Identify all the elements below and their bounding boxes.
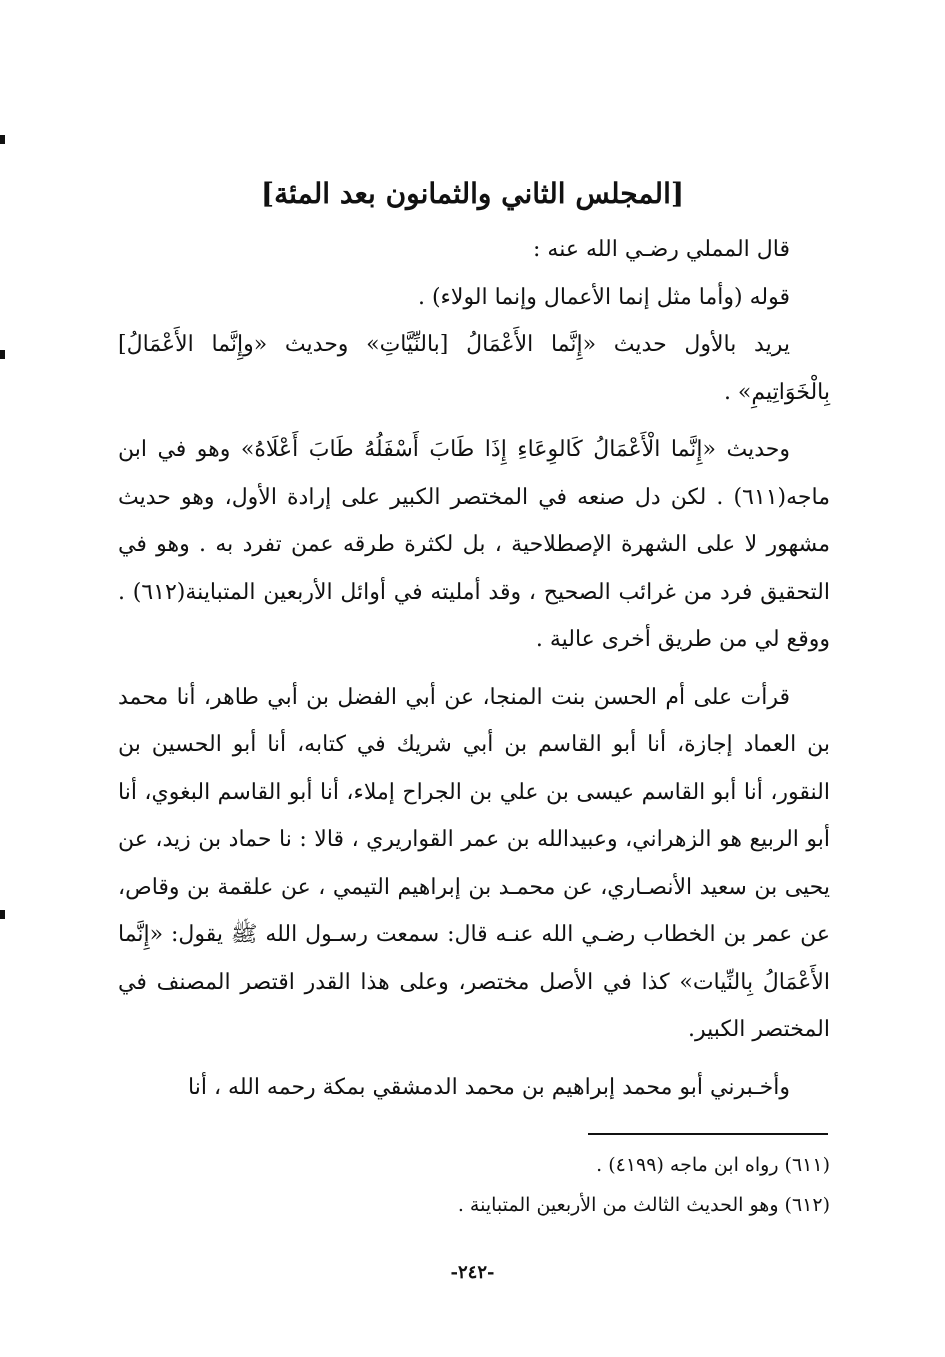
section-title: [المجلس الثاني والثمانون بعد المئة]: [260, 177, 685, 210]
body-text: [118, 226, 830, 1111]
paragraph: وحديث «إِنَّما الْأَعْمَالُ كَالوِعَاءِ إِذَا طَابَ أَسْفَلُهُ طَابَ أَعْلَاهُ» وهو في ابن ماجه(٦١١) . لكن دل صنعه في المختصر الكبير على إرادة الأول، وهو حديث مشهور لا على الشهرة الإصطلاحية ، بل لكثرة طرقه عمن تفرد به . وهو في التحقيق فرد من غرائب الصحيح ، وقد أمليته في أوائل الأربعين المتباينة(٦١٢) . ووقع لي من طريق أخرى عالية .: [118, 437, 830, 652]
margin-mark: [0, 910, 5, 919]
margin-mark: [0, 135, 5, 144]
footnote: (٦١١) رواه ابن ماجه (٤١٩٩) .: [596, 1154, 830, 1176]
paragraph: قوله (وأما مثل إنما الأعمال وإنما الولاء) .: [417, 284, 790, 310]
paragraph: وأخـبرني أبو محمد إبراهيم بن محمد الدمشقي بمكة رحمه الله ، أنا: [188, 1074, 790, 1100]
footnotes: [118, 1145, 830, 1225]
paragraph: قال المملي رضـي الله عنه :: [533, 237, 790, 262]
margin-mark: [0, 350, 5, 359]
paragraph: قرأت على أم الحسن بنت المنجا، عن أبي الفضل بن أبي طاهر، أنا محمد بن العماد إجازة، أنا أبو القاسم بن أبي شريك في كتابه، أنا أبو الحسين بن النقور، أنا أبو القاسم عيسى بن علي بن الجراح إملاء، أنا أبو القاسم البغوي، أنا أبو الربيع هو الزهراني، وعبيدالله بن عمر القواريري ، قالا : نا حماد بن زيد، عن يحيى بن سعيد الأنصـاري، عن محمـد بن إبراهيم التيمي ، عن علقمة بن وقاص، عن عمر بن الخطاب رضـي الله عنـه قال: سمعت رسـول الله ﷺ يقول: «إِنَّما الأَعْمَالُ بِالنِّيات» كذا في الأصل مختصر، وعلى هذا القدر اقتصر المصنف في المختصر الكبير.: [118, 684, 830, 1042]
footnote: (٦١٢) وهو الحديث الثالث من الأربعين المتباينة .: [457, 1194, 830, 1216]
paragraph: يريد بالأول حديث «إِنَّما الأَعْمَالُ [بالنِّيَّاتِ» وحديث «وإِنَّما الأَعْمَالُ] بِالْخَوَاتِيمِ» .: [118, 332, 830, 405]
footnote-divider: [588, 1133, 828, 1135]
page-number: -٢٤٢-: [450, 1262, 495, 1283]
